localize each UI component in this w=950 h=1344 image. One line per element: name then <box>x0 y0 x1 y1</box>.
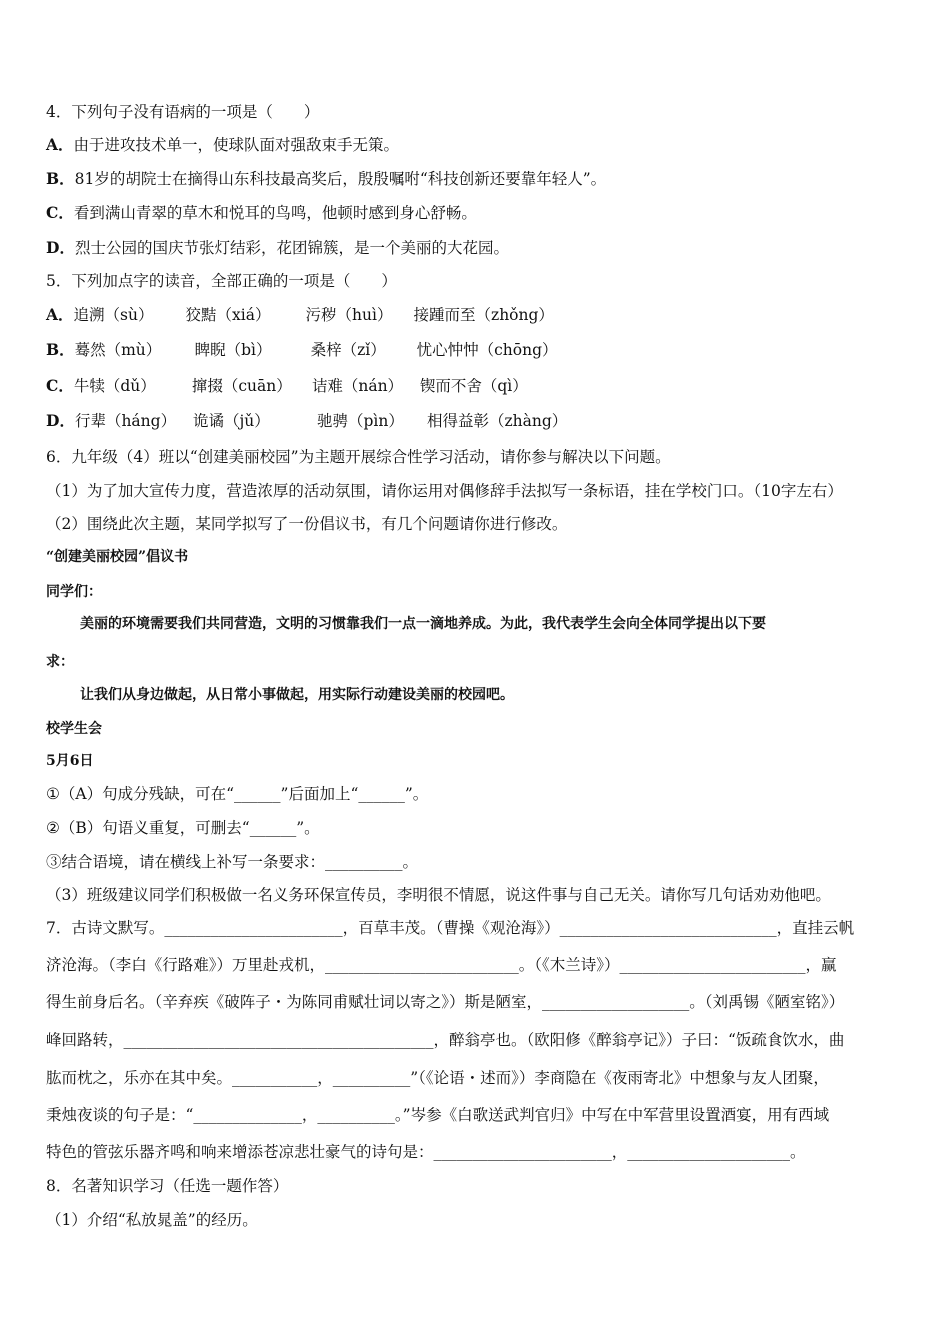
option-word: 行辈（háng） <box>74 412 177 430</box>
q7-line-2: 济沧海。（李白《行路难》）万里赴戎机，_________________________。（《木兰诗》）________________________，赢 <box>46 956 837 974</box>
proposal-body-2: 让我们从身边做起，从日常小事做起，用实际行动建设美丽的校园吧。 <box>80 687 514 703</box>
option-key: B． <box>46 169 75 188</box>
q5-stem: 5．下列加点字的读音，全部正确的一项是（ ） <box>46 272 397 290</box>
option-word: 污秽（huì） <box>305 306 393 324</box>
q7-line-5: 肱而枕之，乐亦在其中矣。___________，__________”（《论语・述而》）李商隐在《夜雨寄北》中想象与友人团聚， <box>46 1069 829 1087</box>
proposal-date: 5月6日 <box>46 753 94 769</box>
option-text: 看到满山青翠的草木和悦耳的鸟鸣，他顿时感到身心舒畅。 <box>73 204 477 222</box>
option-word: 牛犊（dǔ） <box>73 377 156 395</box>
option-key: B． <box>46 340 75 359</box>
option-word: 相得益彰（zhàng） <box>426 412 568 430</box>
option-key: A． <box>46 305 74 324</box>
q6-part1: （1）为了加大宣传力度，营造浓厚的活动氛围，请你运用对偶修辞手法拟写一条标语，挂在学校门口。（10字左右） <box>46 482 843 500</box>
q5-option-b <box>46 339 910 361</box>
option-word: 桑梓（zǐ） <box>310 341 386 359</box>
proposal-body-1: 美丽的环境需要我们共同营造，文明的习惯靠我们一点一滴地养成。为此，我代表学生会向全体同学提出以下要 <box>80 616 766 632</box>
option-word: 驰骋（pìn） <box>316 412 404 430</box>
option-key: C． <box>46 376 74 395</box>
q6-part2: （2）围绕此次主题，某同学拟写了一份倡议书，有几个问题请你进行修改。 <box>46 515 568 533</box>
option-word: 追溯（sù） <box>73 306 154 324</box>
option-word: 接踵而至（zhǒng） <box>413 306 554 324</box>
q4-stem: 4．下列句子没有语病的一项是（ ） <box>46 103 320 121</box>
q7-line-7: 特色的管弦乐器齐鸣和响来增添苍凉悲壮豪气的诗句是：_______________________，_____________________。 <box>46 1143 806 1161</box>
q5-option-c <box>46 375 910 397</box>
option-key: C． <box>46 203 74 222</box>
option-key: D． <box>46 238 75 257</box>
q6-sub3: ③结合语境，请在横线上补写一条要求：__________。 <box>46 853 419 871</box>
q4-option-a <box>46 134 910 156</box>
option-word: 睥睨（bì） <box>194 341 272 359</box>
q7-line-4: 峰回路转，________________________________________，醉翁亭也。（欧阳修《醉翁亭记》）子曰：“饭疏食饮水，曲 <box>46 1031 845 1049</box>
q4-option-d <box>46 237 910 259</box>
option-key: A． <box>46 135 74 154</box>
option-word: 诘难（nán） <box>311 377 404 395</box>
proposal-greeting: 同学们： <box>46 584 102 600</box>
proposal-signature: 校学生会 <box>46 721 102 737</box>
proposal-title: “创建美丽校园”倡议书 <box>46 549 189 565</box>
option-word: 锲而不舍（qì） <box>419 377 528 395</box>
option-word: 忧心忡忡（chōng） <box>416 341 558 359</box>
option-word: 蓦然（mù） <box>74 341 162 359</box>
option-word: 诡谲（jǔ） <box>192 412 270 430</box>
q6-sub1: ①（A）句成分残缺，可在“______”后面加上“______”。 <box>46 785 429 803</box>
q7-line-1: 7．古诗文默写。_______________________，百草丰茂。（曹操《观沧海》）____________________________，直挂云帆 <box>46 919 855 937</box>
option-word: 狡黠（xiá） <box>185 306 271 324</box>
q6-stem: 6．九年级（4）班以“创建美丽校园”为主题开展综合性学习活动，请你参与解决以下问题。 <box>46 448 671 466</box>
option-text: 81岁的胡院士在摘得山东科技最高奖后，殷殷嘱咐“科技创新还要靠年轻人”。 <box>74 170 607 188</box>
q8-part1: （1）介绍“私放晁盖”的经历。 <box>46 1211 258 1229</box>
q6-part3: （3）班级建议同学们积极做一名义务环保宣传员，李明很不情愿，说这件事与自己无关。请你写几句话劝劝他吧。 <box>46 886 831 904</box>
proposal-body-1-cont: 求： <box>46 654 74 670</box>
option-word: 撺掇（cuān） <box>191 377 292 395</box>
option-text: 由于进攻技术单一，使球队面对强敌束手无策。 <box>73 136 400 154</box>
q5-option-d <box>46 410 910 432</box>
option-text: 烈士公园的国庆节张灯结彩，花团锦簇，是一个美丽的大花园。 <box>74 239 509 257</box>
q7-line-3: 得生前身后名。（辛弃疾《破阵子・为陈同甫赋壮词以寄之》）斯是陋室，___________________。（刘禹锡《陋室铭》） <box>46 993 845 1011</box>
q7-line-6: 秉烛夜谈的句子是：“______________，__________。”岑参《白歌送武判官归》中写在中军营里设置酒宴，用有西域 <box>46 1106 830 1124</box>
q5-option-a <box>46 304 910 326</box>
q6-sub2: ②（B）句语义重复，可删去“______”。 <box>46 819 320 837</box>
q4-option-c <box>46 202 910 224</box>
q4-option-b <box>46 168 910 190</box>
option-key: D． <box>46 411 75 430</box>
q8-stem: 8．名著知识学习（任选一题作答） <box>46 1177 289 1195</box>
